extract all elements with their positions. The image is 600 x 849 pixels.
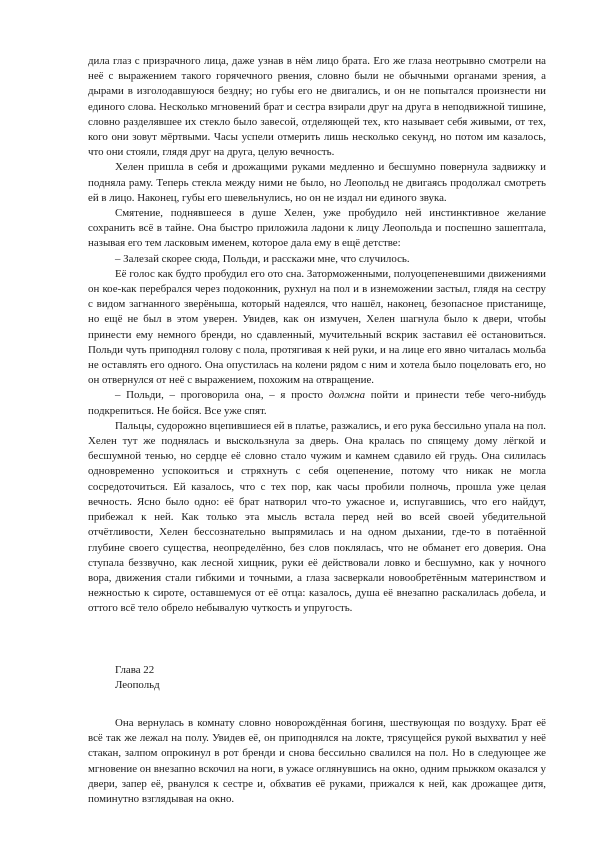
paragraph: Смятение, поднявшееся в душе Хелен, уже пробудило ней инстинктивное желание сохранить всё в тайне. Она быстро приложила ладони к лицу Леопольда и поспешно зашептала, называя его тем ласковым именем, которое дала ему в ещё детстве:: [88, 207, 546, 250]
chapter-heading: [88, 663, 546, 693]
paragraph-continuation: дила глаз с призрачного лица, даже узнав в нём лицо брата. Его же глаза неотрывно смотрели на неё с выражением такого горячечного рвения, словно были не обычными органами зрения, а дырами в изголодавшуюся бездну; но губы его не двигались, и он не попытался произнести ни единого слова. Несколько мгновений брат и сестра взирали друг на друга в неподвижной тишине, словно разделявшее их стекло было завесой, отделяющей тех, кто называет себя живыми, от тех, кого они зовут мёртвыми. Часы успели отмерить лишь несколько секунд, но потом им казалось, что они стояли, глядя друг на друга, целую вечность.: [88, 55, 546, 159]
dialogue-text: пойти и принести тебе чего-нибудь подкрепиться. Не бойся. Все уже спят.: [88, 389, 546, 417]
paragraph: Она вернулась в комнату словно новорождённая богиня, шествующая по воздуху. Брат её всё так же лежал на полу. Увидев её, он приподнялся на локте, трясущейся рукой выхватил у неё стакан, залпом опрокинул в рот бренди и снова бессильно свалился на пол. Но в следующее же мгновение он внезапно вскочил на ноги, в ужасе оглянувшись на окно, одним прыжком оказался у двери, запер её, рванулся к сестре и, обхватив её руками, прижался к ней, как дрожащее дитя, поминутно взглядывая на окно.: [88, 716, 546, 805]
dialogue-line: – Залезай скорее сюда, Польди, и расскажи мне, что случилось.: [115, 252, 410, 265]
section-spacer: [88, 693, 546, 716]
dialogue-line: [88, 388, 546, 418]
book-page: [88, 54, 546, 807]
paragraph: Хелен пришла в себя и дрожащими руками медленно и бесшумно повернула задвижку и подняла раму. Теперь стекла между ними не было, но Леопольд не двигаясь продолжал смотреть ей в лицо. Наконец, губы его шевельнулись, но он не издал ни единого звука.: [88, 161, 546, 204]
section-spacer: [88, 617, 546, 663]
chapter-number: Глава 22: [115, 663, 155, 676]
dialogue-text: – Польди, – проговорила она, – я просто: [115, 389, 329, 402]
paragraph: Её голос как будто пробудил его ото сна. Заторможенными, полуоцепеневшими движениями он кое-как перебрался через подоконник, рухнул на пол и в изнеможении застыл, глядя на сестру с видом загнанного зверёныша, который надеялся, что нашёл, наконец, безопасное пристанище, но ещё не был в этом уверен. Увидев, как он измучен, Хелен шагнула было к двери, чтобы принести ему немного бренди, но сдавленный, мучительный вскрик заставил её остановиться. Польди чуть приподнял голову с пола, протягивая к ней руки, и на лице его явно читалась мольба не оставлять его одного. Она опустилась на колени рядом с ним и хотела было поцеловать его, но он отвернулся от неё с выражением, похожим на отвращение.: [88, 267, 546, 387]
paragraph: Пальцы, судорожно вцепившиеся ей в платье, разжались, и его рука бессильно упала на пол. Хелен тут же поднялась и выскользнула за дверь. Она кралась по спящему дому лёгкой и бесшумной тенью, но сердце её словно стало чужим и камнем сдавило ей грудь. Она силилась одновременно успокоиться и стряхнуть с себя оцепенение, потому что никак не могла сосредоточиться. Ей казалось, что с тех пор, как часы пробили полночь, прошла уже целая вечность. Ясно было одно: её брат натворил что-то ужасное и, испугавшись, что его найдут, прибежал к ней. Как только эта мысль встала перед ней во всей своей убедительной отчётливости, Хелен бессознательно выпрямилась и на одном дыхании, где-то в потаённой глубине своего существа, неопределённо, без слов поклялась, что не обманет его доверия. Она ступала беззвучно, как лесной хищник, руки её действовали ловко и бесшумно, как у ночного вора, движения стали гибкими и точными, а глаза засверкали новообретённым материнством и нежностью к сироте, оставшемуся от её отца: казалось, душа её внезапно раскалилась добела, и оттого всё тело обрело небывалую чуткость и упругость.: [88, 419, 546, 615]
emphasized-word: должна: [328, 389, 366, 402]
chapter-title: Леопольд: [115, 678, 160, 691]
